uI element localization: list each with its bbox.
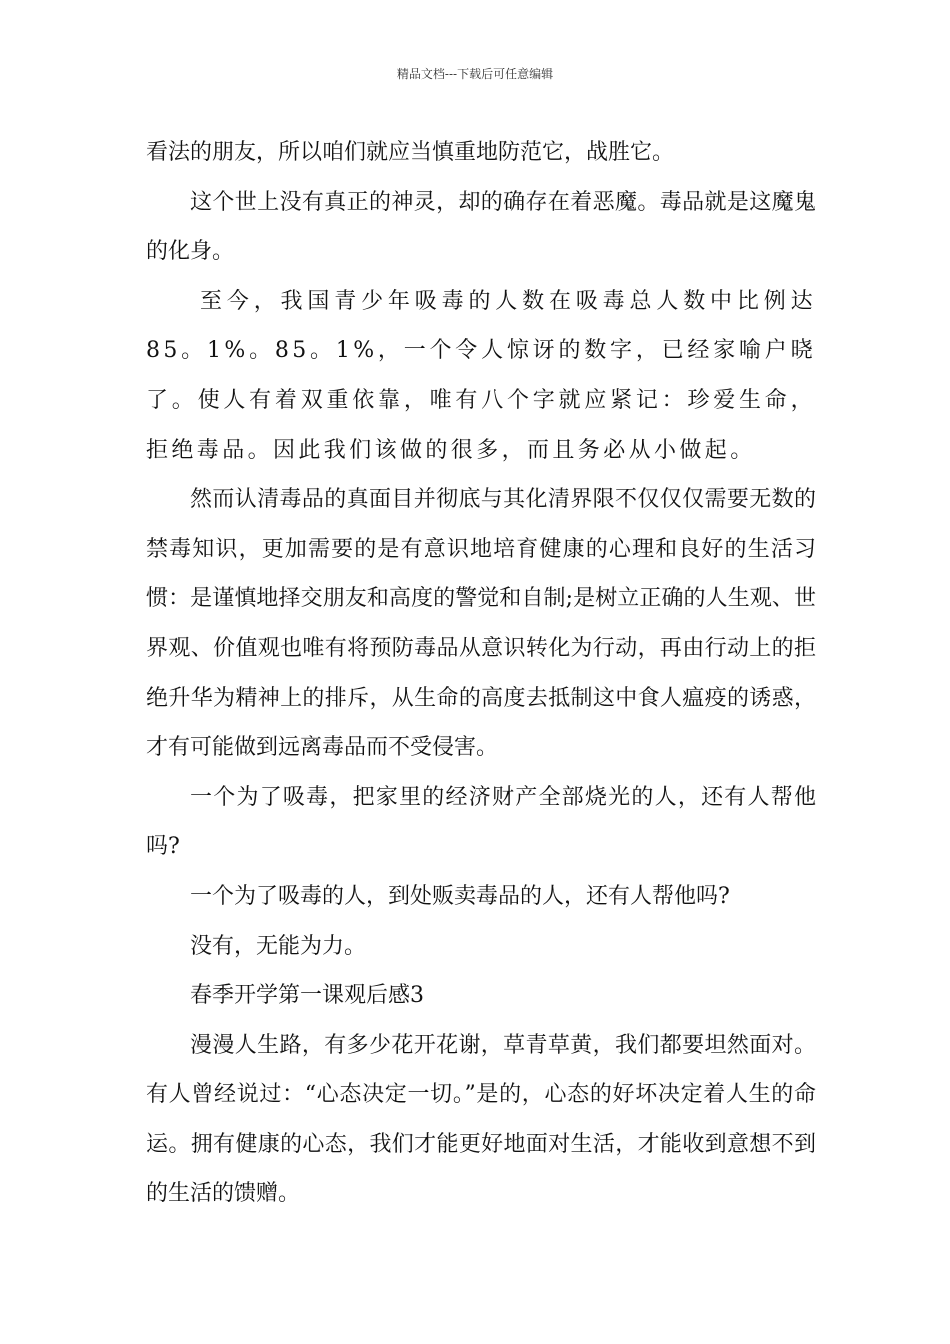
section-title: 春季开学第一课观后感3 [190, 983, 424, 1009]
paragraph-question-1: 一个为了吸毒，把家里的经济财产全部烧光的人，还有人帮他吗? [146, 784, 816, 860]
paragraph-question-2: 一个为了吸毒的人，到处贩卖毒品的人，还有人帮他吗? [190, 883, 730, 909]
paragraph-answer: 没有，无能为力。 [190, 933, 367, 959]
page-header: 精品文档---下载后可任意编辑 [396, 67, 554, 81]
paragraph-attitude: 漫漫人生路，有多少花开花谢，草青草黄，我们都要坦然面对。有人曾经说过：“心态决定一切。”是的，心态的好坏决定着人生的命运。拥有健康的心态，我们才能更好地面对生活，才能收到意想不到的生活的馈赠。 [146, 1032, 816, 1207]
paragraph-continuation: 看法的朋友，所以咱们就应当慎重地防范它，战胜它。 [146, 140, 675, 165]
paragraph-recognition: 然而认清毒品的真面目并彻底与其化清界限不仅仅仅需要无数的禁毒知识，更加需要的是有意识地培育健康的心理和良好的生活习惯：是谨慎地择交朋友和高度的警觉和自制;是树立正确的人生观、世界观、价值观也唯有将预防毒品从意识转化为行动，再由行动上的拒绝升华为精神上的排斥，从生命的高度去抵制这中食人瘟疫的诱惑，才有可能做到远离毒品而不受侵害。 [146, 487, 816, 761]
paragraph-demon: 这个世上没有真正的神灵，却的确存在着恶魔。毒品就是这魔鬼的化身。 [146, 189, 816, 265]
document-body [146, 128, 816, 1219]
paragraph-statistics: 至今，我国青少年吸毒的人数在吸毒总人数中比例达85。1%。85。1%，一个令人惊讶的数字，已经家喻户晓了。使人有着双重依靠，唯有八个字就应紧记：珍爱生命，拒绝毒品。因此我们该做的很多，而且务必从小做起。 [146, 288, 816, 463]
